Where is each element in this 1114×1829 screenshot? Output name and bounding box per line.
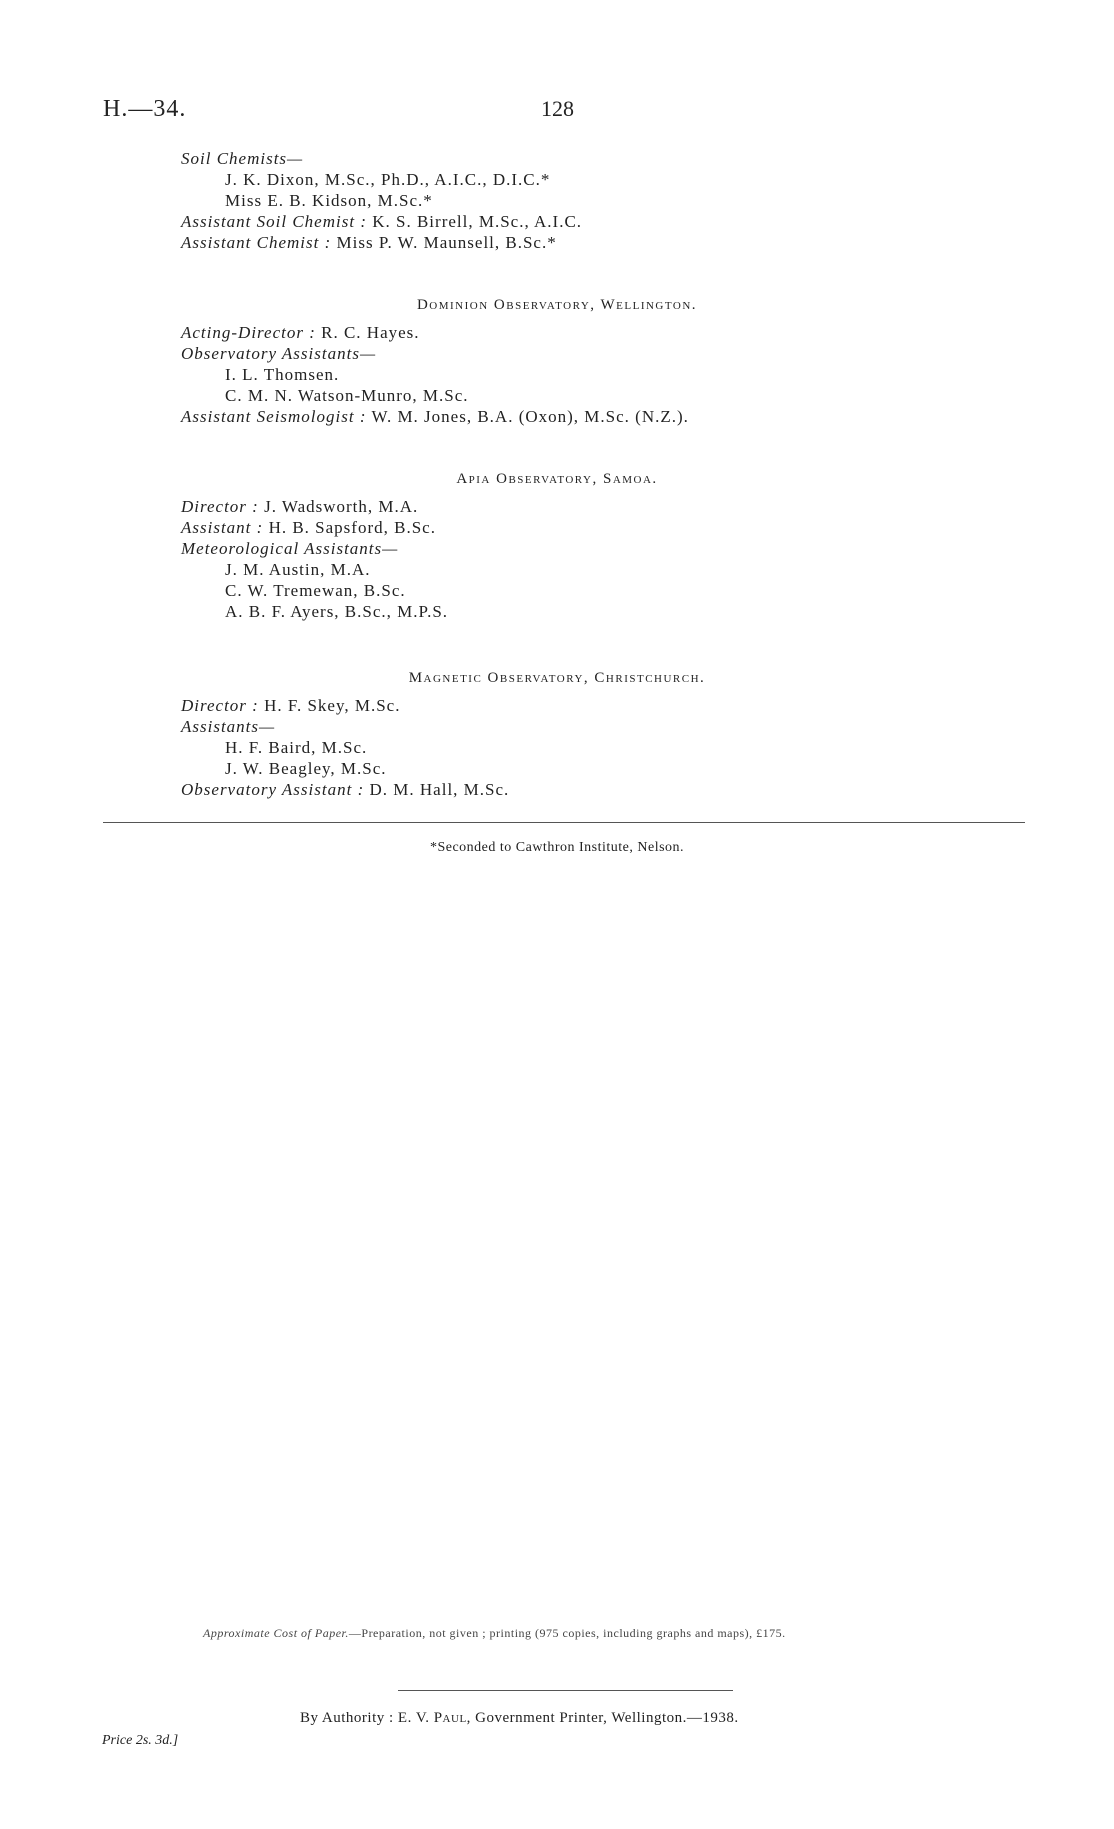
staff-line: C. W. Tremewan, B.Sc. [225, 581, 406, 600]
staff-line: H. F. Baird, M.Sc. [225, 738, 368, 757]
soil-chemists-section [181, 148, 582, 253]
page-number: 128 [541, 96, 574, 121]
staff-name: W. M. Jones, B.A. (Oxon), M.Sc. (N.Z.). [366, 407, 689, 426]
role-heading: Assistants— [181, 717, 276, 736]
price: Price 2s. 3d.] [102, 1733, 179, 1748]
role-heading: Observatory Assistants— [181, 344, 377, 363]
role-title: Director : [181, 497, 259, 516]
apia-observatory-section [181, 496, 448, 622]
staff-name: Miss P. W. Maunsell, B.Sc.* [331, 233, 557, 252]
imprint-suffix: , Government Printer, Wellington.—1938. [466, 1710, 739, 1726]
imprint-prefix: By Authority : E. V. [300, 1710, 434, 1726]
dominion-observatory-heading: Dominion Observatory, Wellington. [416, 297, 698, 313]
staff-line: C. M. N. Watson-Munro, M.Sc. [225, 386, 469, 405]
staff-line [181, 322, 689, 343]
staff-line [181, 517, 448, 538]
cost-label: Approximate Cost of Paper. [203, 1626, 349, 1640]
role-title: Assistant Seismologist : [181, 407, 367, 426]
role-title: Observatory Assistant : [181, 780, 365, 799]
staff-name: K. S. Birrell, M.Sc., A.I.C. [366, 212, 583, 231]
footnote: *Seconded to Cawthron Institute, Nelson. [429, 840, 685, 855]
imprint-rule [398, 1690, 733, 1691]
role-heading: Meteorological Assistants— [181, 539, 399, 558]
staff-line: J. W. Beagley, M.Sc. [225, 759, 387, 778]
role-title: Assistant Chemist : [181, 233, 332, 252]
staff-name: H. B. Sapsford, B.Sc. [263, 518, 436, 537]
staff-line: J. K. Dixon, M.Sc., Ph.D., A.I.C., D.I.C.* [225, 170, 551, 189]
staff-line [181, 496, 448, 517]
staff-line [181, 211, 582, 232]
magnetic-observatory-section [181, 695, 509, 800]
staff-line: Miss E. B. Kidson, M.Sc.* [225, 191, 433, 210]
cost-of-paper-note [203, 1626, 786, 1641]
printer-imprint [300, 1710, 739, 1727]
staff-line: J. M. Austin, M.A. [225, 560, 371, 579]
document-reference: H.—34. [103, 96, 187, 122]
cost-text: —Preparation, not given ; printing (975 copies, including graphs and maps), £175. [348, 1626, 786, 1640]
printer-name: Paul [433, 1710, 467, 1726]
dominion-observatory-section [181, 322, 689, 427]
staff-name: J. Wadsworth, M.A. [258, 497, 419, 516]
staff-line [181, 695, 509, 716]
magnetic-observatory-heading: Magnetic Observatory, Christchurch. [408, 670, 706, 686]
staff-line [181, 406, 689, 427]
staff-name: R. C. Hayes. [315, 323, 420, 342]
role-title: Director : [181, 696, 259, 715]
soil-chemists-heading: Soil Chemists— [181, 149, 304, 168]
apia-observatory-heading: Apia Observatory, Samoa. [456, 471, 658, 487]
staff-line: I. L. Thomsen. [225, 365, 340, 384]
staff-name: H. F. Skey, M.Sc. [258, 696, 401, 715]
staff-line [181, 232, 582, 253]
staff-line [181, 779, 509, 800]
role-title: Acting-Director : [181, 323, 316, 342]
staff-name: D. M. Hall, M.Sc. [364, 780, 510, 799]
staff-line: A. B. F. Ayers, B.Sc., M.P.S. [225, 602, 449, 621]
role-title: Assistant : [181, 518, 264, 537]
footnote-rule [103, 822, 1025, 823]
role-title: Assistant Soil Chemist : [181, 212, 367, 231]
